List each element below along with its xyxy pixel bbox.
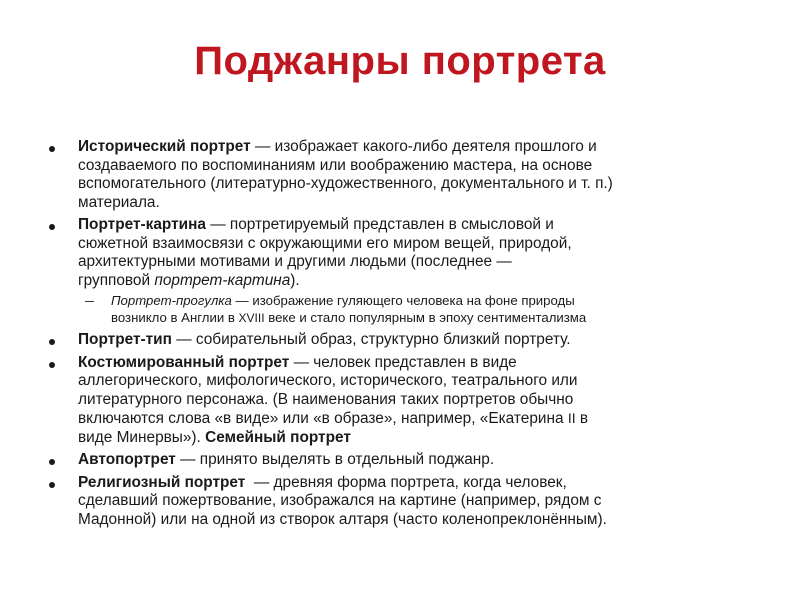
list-item-line: Исторический портрет — изображает какого-либо деятеля прошлого и bbox=[78, 138, 597, 155]
bullet-list bbox=[46, 138, 758, 533]
list-item-line: вспомогательного (литературно-художественного, документального и т. п.) bbox=[78, 175, 613, 192]
bullet-icon bbox=[49, 146, 55, 152]
list-item-line: Костюмированный портрет — человек представлен в виде bbox=[78, 353, 517, 371]
list-item-line: материала. bbox=[78, 193, 160, 211]
list-item-line: аллегорического, мифологического, исторического, театрального или bbox=[78, 372, 578, 389]
bullet-icon bbox=[49, 339, 55, 345]
term-label: Исторический портрет bbox=[78, 138, 251, 155]
slide-title: Поджанры портрета bbox=[194, 39, 606, 83]
term-label: Религиозный портрет bbox=[78, 473, 246, 491]
list-item bbox=[46, 331, 758, 350]
list-item-line: Портрет-тип — собирательный образ, структурно близкий портрету. bbox=[78, 331, 571, 348]
list-item-line: виде Минервы»). Семейный портрет bbox=[78, 428, 351, 446]
bullet-icon bbox=[49, 459, 55, 465]
term-label: Костюмированный портрет bbox=[78, 353, 290, 371]
sub-list-item bbox=[46, 293, 758, 326]
dash-icon bbox=[85, 301, 94, 302]
list-item-line: литературного персонажа. (В наименования таких портретов обычно bbox=[78, 390, 574, 408]
list-item bbox=[46, 216, 758, 290]
list-item-line: сделавший пожертвование, изображался на картине (например, рядом с bbox=[78, 492, 602, 509]
list-item bbox=[46, 451, 758, 470]
list-item-line: сюжетной взаимосвязи с окружающими его миром вещей, природой, bbox=[78, 234, 572, 252]
term-label: Портрет-картина bbox=[78, 216, 206, 233]
list-item-line: Мадонной) или на одной из створок алтаря (часто коленопреклонённым). bbox=[78, 510, 607, 528]
list-item-line: создаваемого по воспоминаниям или воображению мастера, на основе bbox=[78, 156, 593, 174]
sub-list-item-line: Портрет-прогулка — изображение гуляющего человека на фоне природы bbox=[111, 293, 575, 308]
list-item bbox=[46, 474, 758, 530]
sub-list-item-line: возникло в Англии в XVIII веке и стало популярным в эпоху сентиментализма bbox=[111, 309, 587, 325]
list-item bbox=[46, 138, 758, 212]
list-item-line: включаются слова «в виде» или «в образе», например, «Екатерина II в bbox=[78, 410, 589, 427]
bullet-icon bbox=[49, 224, 55, 230]
term-label: Автопортрет bbox=[78, 451, 176, 468]
term-label: Портрет-тип bbox=[78, 331, 172, 348]
list-item-line: Автопортрет — принято выделять в отдельный поджанр. bbox=[78, 451, 495, 468]
bullet-icon bbox=[49, 362, 55, 368]
list-item bbox=[46, 354, 758, 448]
list-item-line: Портрет-картина — портретируемый представлен в смысловой и bbox=[78, 216, 554, 233]
list-item-line: Религиозный портрет — древняя форма портрета, когда человек, bbox=[78, 473, 567, 491]
bullet-icon bbox=[49, 482, 55, 488]
list-item-line: архитектурными мотивами и другими людьми (последнее — bbox=[78, 253, 512, 270]
list-item-line: групповой портрет-картина). bbox=[78, 271, 300, 289]
